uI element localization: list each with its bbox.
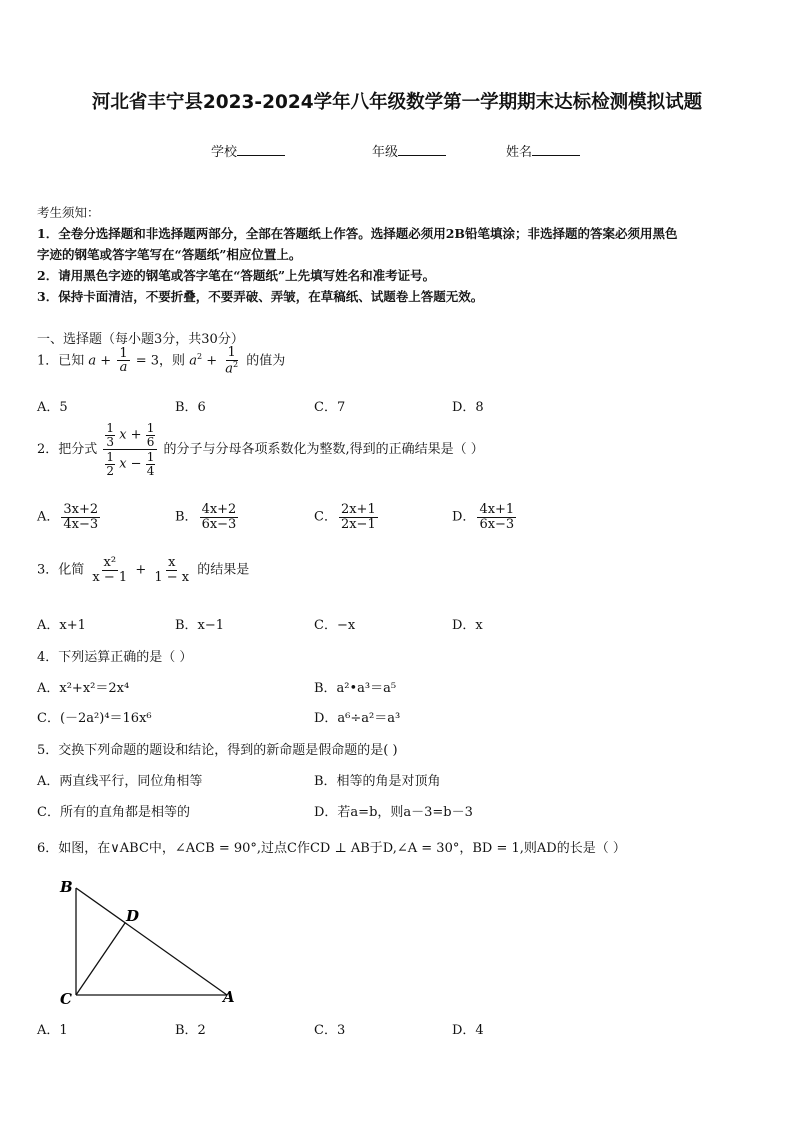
q1-cond-rhs: = 3，则	[135, 353, 186, 369]
q2-option-b-num: 4x+2	[201, 502, 237, 517]
q2-option-d-num: 4x+1	[479, 502, 515, 517]
notes-item-1-cont: 字迹的钢笔或答字笔写在“答题纸”相应位置上。	[37, 247, 302, 262]
name-label: 姓名	[506, 145, 533, 160]
q2-option-d-label: D．	[452, 509, 476, 525]
q2-option-a[interactable]	[37, 503, 102, 531]
q6-option-b[interactable]: B．2	[175, 1023, 206, 1038]
q4-option-a[interactable]: A．x²+x²＝2x⁴	[37, 681, 130, 696]
q2-option-d[interactable]	[452, 503, 518, 531]
q3-option-d[interactable]: D．x	[452, 618, 483, 633]
q2-top-b-num: 1	[146, 421, 155, 435]
school-field	[211, 141, 285, 160]
q2-top-b-den: 6	[146, 434, 155, 449]
q6-option-c[interactable]: C．3	[314, 1023, 346, 1038]
q1-expr-exp: 2	[196, 351, 203, 361]
q3-f1-den: x − 1	[92, 569, 128, 585]
side-ba	[76, 888, 227, 995]
name-blank[interactable]	[532, 143, 580, 156]
q1-expr-den: a	[225, 360, 233, 376]
q1-expr-den-exp: 2	[233, 359, 239, 369]
notes-item-1: 1．全卷分选择题和非选择题两部分，全部在答题纸上作答。选择题必须用2B铅笔填涂；非选择题的答案必须用黑色	[37, 226, 678, 241]
notes-item-2: 2．请用黑色字迹的钢笔或答字笔在“答题纸”上先填写姓名和准考证号。	[37, 268, 436, 283]
segment-cd	[76, 923, 125, 995]
question-3	[37, 556, 249, 584]
q5-option-b[interactable]: B．相等的角是对顶角	[314, 774, 441, 789]
q2-option-a-den: 4x−3	[63, 516, 99, 532]
section-heading: 一、选择题（每小题3分，共30分）	[37, 332, 244, 347]
q2-option-c[interactable]	[314, 503, 380, 531]
q1-option-d[interactable]: D．8	[452, 400, 484, 415]
q3-suffix: 的结果是	[197, 562, 250, 578]
label-b: B	[60, 878, 73, 896]
question-1	[37, 346, 285, 376]
question-5: 5．交换下列命题的题设和结论，得到的新命题是假命题的是( )	[37, 743, 398, 758]
q3-option-b[interactable]: B．x−1	[175, 618, 225, 633]
q2-bot-a-den: 2	[106, 463, 115, 478]
q2-option-a-label: A．	[37, 509, 60, 525]
q1-cond-fraction	[117, 347, 129, 375]
q1-cond-lhs: a +	[88, 353, 112, 369]
q2-bot-a-num: 1	[106, 450, 115, 465]
q1-option-b[interactable]: B．6	[175, 400, 206, 415]
q1-option-c[interactable]: C．7	[314, 400, 346, 415]
q1-option-a[interactable]: A．5	[37, 400, 68, 415]
q1-cond-num: 1	[119, 345, 128, 361]
question-4: 4．下列运算正确的是（ ）	[37, 650, 193, 665]
q1-expr-fraction	[223, 346, 240, 376]
q2-compound-fraction	[103, 422, 157, 477]
q2-top-mid: x +	[119, 427, 142, 443]
q5-option-d[interactable]: D．若a=b，则a－3=b－3	[314, 805, 473, 820]
grade-label: 年级	[372, 145, 399, 160]
q1-suffix: 的值为	[246, 353, 286, 369]
q2-prefix: 2．把分式	[37, 442, 98, 458]
q3-option-c[interactable]: C．−x	[314, 618, 356, 633]
q3-plus: +	[135, 562, 147, 578]
grade-blank[interactable]	[398, 143, 446, 156]
q5-option-a[interactable]: A．两直线平行，同位角相等	[37, 774, 203, 789]
notes-item-3: 3．保持卡面清洁，不要折叠，不要弄破、弄皱，在草稿纸、试题卷上答题无效。	[37, 289, 484, 304]
q1-prefix: 1．已知	[37, 353, 85, 369]
q3-f1-num: x²	[103, 555, 117, 570]
q1-expr-a: a	[189, 353, 197, 369]
q2-suffix: 的分子与分母各项系数化为整数,得到的正确结果是（ ）	[163, 442, 484, 458]
q6-triangle-figure	[50, 874, 250, 1009]
q3-f2-num: x	[168, 555, 176, 570]
q2-option-c-label: C．	[314, 509, 337, 525]
question-2	[37, 422, 484, 477]
q5-option-c[interactable]: C．所有的直角都是相等的	[37, 805, 190, 820]
q1-expr-num: 1	[227, 345, 236, 360]
q2-option-c-num: 2x+1	[340, 502, 376, 517]
q2-bot-b-den: 4	[146, 463, 155, 478]
q3-option-a[interactable]: A．x+1	[37, 618, 86, 633]
q2-option-b-den: 6x−3	[201, 516, 237, 532]
notes-header: 考生须知：	[37, 205, 100, 220]
q2-top-a-num: 1	[106, 421, 115, 435]
q2-option-d-den: 6x−3	[479, 516, 515, 532]
q6-option-a[interactable]: A．1	[37, 1023, 68, 1038]
q2-option-c-den: 2x−1	[340, 516, 376, 532]
q2-bot-mid: x −	[119, 456, 142, 472]
q2-top-a-den: 3	[106, 434, 115, 449]
q2-option-b[interactable]	[175, 503, 240, 531]
q4-option-d[interactable]: D．a⁶÷a²＝a³	[314, 711, 401, 726]
q6-option-d[interactable]: D．4	[452, 1023, 484, 1038]
q1-cond-den: a	[119, 360, 128, 376]
q3-f2-den: 1 − x	[154, 569, 190, 585]
q4-option-b[interactable]: B．a²•a³＝a⁵	[314, 681, 397, 696]
label-c: C	[60, 990, 72, 1008]
page-title: 河北省丰宁县2023-2024学年八年级数学第一学期期末达标检测模拟试题	[91, 92, 703, 113]
q2-option-a-num: 3x+2	[63, 502, 99, 517]
q2-bot-b-num: 1	[146, 450, 155, 465]
school-label: 学校	[211, 145, 238, 160]
label-a: A	[223, 988, 235, 1006]
name-field	[506, 141, 580, 160]
q1-expr-plus: +	[202, 353, 222, 369]
q3-prefix: 3．化简	[37, 562, 85, 578]
q2-option-b-label: B．	[175, 509, 198, 525]
label-d: D	[126, 907, 140, 925]
school-blank[interactable]	[237, 143, 285, 156]
grade-field	[372, 141, 446, 160]
q4-option-c[interactable]: C．(－2a²)⁴＝16x⁶	[37, 711, 152, 726]
question-6: 6．如图，在∨ABC中，∠ACB = 90°,过点C作CD ⊥ AB于D,∠A = 30°，BD = 1,则AD的长是（ ）	[37, 841, 626, 856]
